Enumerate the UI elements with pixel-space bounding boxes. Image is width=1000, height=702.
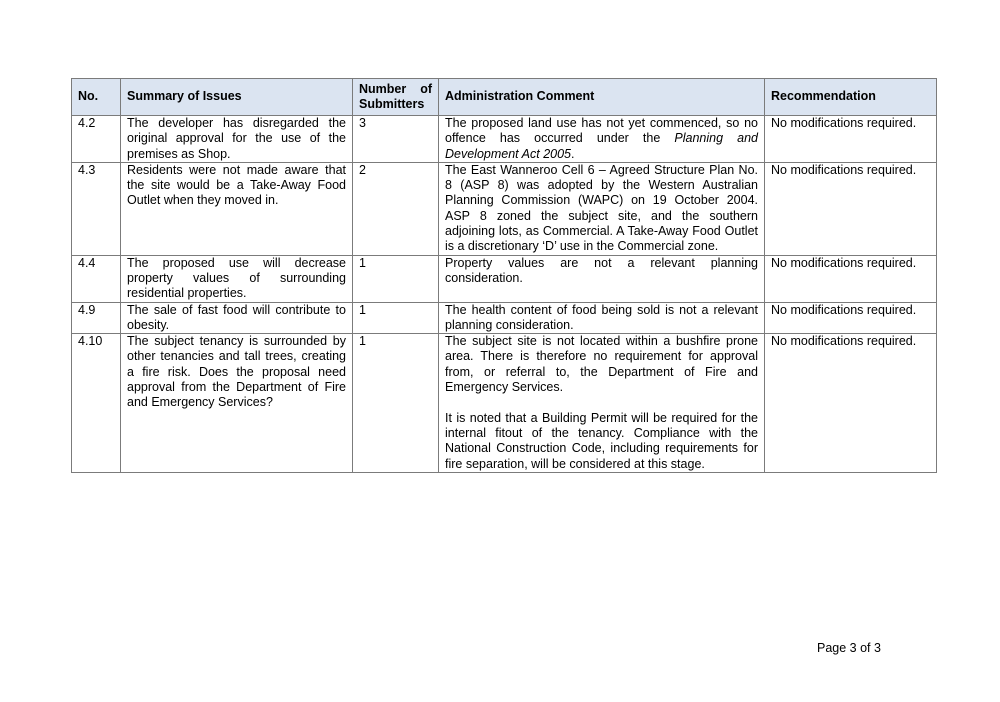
comment-paragraph: The subject site is not located within a bushfire prone area. There is therefore no requirement for approval from, or referral to, the Department of Fire and Emergency Services. xyxy=(445,334,758,395)
submitter-count: 2 xyxy=(353,162,439,255)
table-row xyxy=(72,162,937,255)
header-recommendation: Recommendation xyxy=(765,79,937,116)
submitter-count: 3 xyxy=(353,116,439,163)
row-number: 4.9 xyxy=(72,302,121,334)
administration-comment xyxy=(439,334,765,473)
act-name: Planning and Development Act 2005 xyxy=(445,131,758,161)
row-number: 4.3 xyxy=(72,162,121,255)
recommendation: No modifications required. xyxy=(765,116,937,163)
administration-comment: The East Wanneroo Cell 6 – Agreed Structure Plan No. 8 (ASP 8) was adopted by the Western Australian Planning Commission (WAPC) on 19 October 2004. ASP 8 zoned the subject site, and the southern adjoining lots, as Commercial. A Take-Away Food Outlet is a discretionary ‘D’ use in the Commercial zone. xyxy=(439,162,765,255)
header-submitters-line1: Number of xyxy=(359,81,432,96)
issue-summary: The developer has disregarded the original approval for the use of the premises as Shop. xyxy=(121,116,353,163)
issue-summary: Residents were not made aware that the site would be a Take-Away Food Outlet when they moved in. xyxy=(121,162,353,255)
issue-summary: The sale of fast food will contribute to obesity. xyxy=(121,302,353,334)
table-row xyxy=(72,116,937,163)
row-number: 4.4 xyxy=(72,255,121,302)
row-number: 4.10 xyxy=(72,334,121,473)
table-row xyxy=(72,255,937,302)
header-summary: Summary of Issues xyxy=(121,79,353,116)
submitter-count: 1 xyxy=(353,255,439,302)
issue-summary: The subject tenancy is surrounded by other tenancies and tall trees, creating a fire risk. Does the proposal need approval from the Department of Fire and Emergency Services? xyxy=(121,334,353,473)
issues-table xyxy=(71,78,937,473)
header-no: No. xyxy=(72,79,121,116)
recommendation: No modifications required. xyxy=(765,334,937,473)
table-header-row xyxy=(72,79,937,116)
row-number: 4.2 xyxy=(72,116,121,163)
comment-text: The proposed land use has not yet commenced, so no offence has occurred under the xyxy=(445,116,758,146)
header-submitters xyxy=(353,79,439,116)
administration-comment: Property values are not a relevant planning consideration. xyxy=(439,255,765,302)
page-number: Page 3 of 3 xyxy=(817,641,881,655)
header-submitters-line2: Submitters xyxy=(359,97,425,111)
recommendation: No modifications required. xyxy=(765,162,937,255)
recommendation: No modifications required. xyxy=(765,255,937,302)
comment-paragraph: It is noted that a Building Permit will be required for the internal fitout of the tenancy. Compliance with the National Construction Code, including requirements for fire separation, will be considered at this stage. xyxy=(445,410,758,471)
issue-summary: The proposed use will decrease property values of surrounding residential properties. xyxy=(121,255,353,302)
comment-text-end: . xyxy=(571,146,575,161)
header-comment: Administration Comment xyxy=(439,79,765,116)
recommendation: No modifications required. xyxy=(765,302,937,334)
submitter-count: 1 xyxy=(353,302,439,334)
table-row xyxy=(72,334,937,473)
submitter-count: 1 xyxy=(353,334,439,473)
administration-comment xyxy=(439,116,765,163)
administration-comment: The health content of food being sold is not a relevant planning consideration. xyxy=(439,302,765,334)
table-row xyxy=(72,302,937,334)
